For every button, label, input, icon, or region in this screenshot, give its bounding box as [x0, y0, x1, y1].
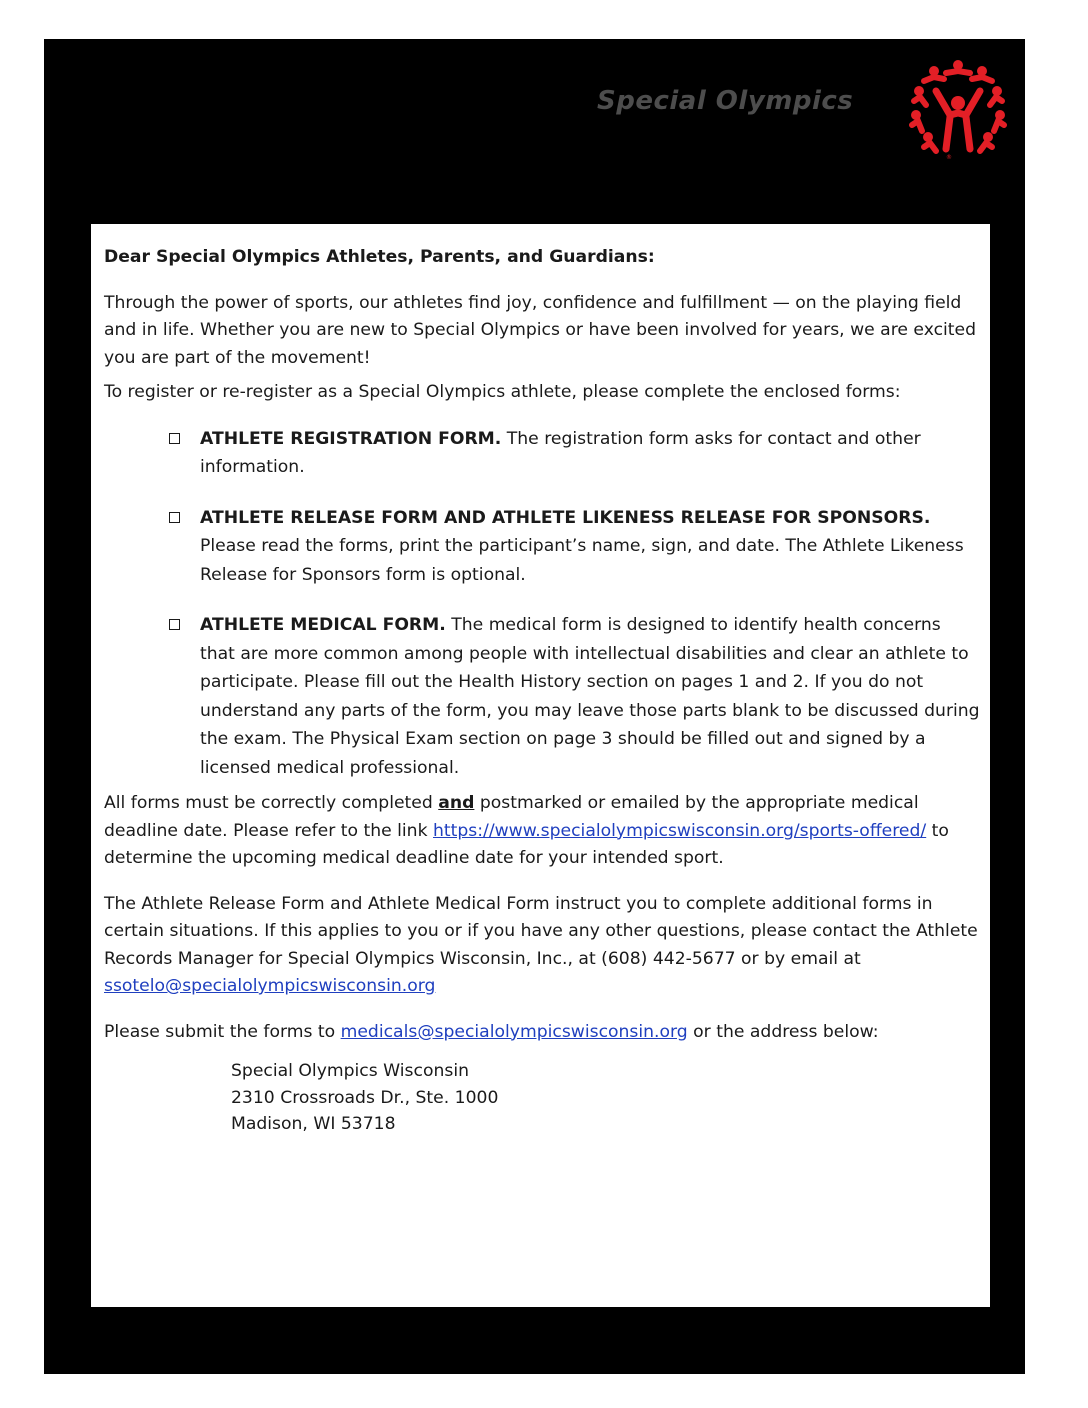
forms-checklist [169, 425, 980, 783]
mailing-address [231, 1058, 980, 1138]
letter-body [104, 244, 980, 1138]
deadline-emphasis: and [438, 793, 475, 813]
form-description: Please read the forms, print the participant’s name, sign, and date. The Athlete Likeness Release for Sponsors form is optional. [200, 536, 964, 585]
sports-offered-link[interactable]: https://www.specialolympicswisconsin.org/sports-offered/ [433, 820, 927, 841]
form-title: ATHLETE RELEASE FORM AND ATHLETE LIKENESS RELEASE FOR SPONSORS. [200, 507, 931, 528]
checklist-item-medical [169, 611, 980, 782]
contact-paragraph [104, 891, 980, 1001]
checkbox-icon[interactable] [169, 619, 180, 630]
contact-email-link[interactable]: ssotelo@specialolympicswisconsin.org [104, 976, 436, 996]
letter-card [91, 224, 990, 1307]
checkbox-icon[interactable] [169, 512, 180, 523]
salutation: Dear Special Olympics Athletes, Parents, and Guardians: [104, 247, 655, 267]
address-line: Madison, WI 53718 [231, 1114, 396, 1134]
address-line: 2310 Crossroads Dr., Ste. 1000 [231, 1087, 499, 1108]
medicals-email-link[interactable]: medicals@specialolympicswisconsin.org [340, 1021, 688, 1042]
intro-paragraph: Through the power of sports, our athletes find joy, confidence and fulfillment — on the playing field and in life. Whether you are new to Special Olympics or have been involved for years, we are excited you are part of the movement! [104, 292, 977, 368]
brand-wordmark: Special Olympics [597, 86, 854, 116]
deadline-text: postmarked or emailed by the appropriate medical deadline date. Please refer to the link [104, 793, 919, 841]
form-title: ATHLETE MEDICAL FORM. [200, 615, 446, 635]
checklist-item-registration [169, 425, 980, 482]
register-prompt: To register or re-register as a Special Olympics athlete, please complete the enclosed forms: [104, 382, 901, 402]
submit-paragraph [104, 1019, 980, 1047]
checkbox-icon[interactable] [169, 433, 180, 444]
special-olympics-figures-logo-icon [906, 55, 1010, 163]
address-line: Special Olympics Wisconsin [231, 1061, 469, 1081]
deadline-text: to determine the upcoming medical deadline date for your intended sport. [104, 820, 949, 868]
deadline-paragraph [104, 790, 980, 873]
form-title: ATHLETE REGISTRATION FORM. [200, 428, 502, 449]
submit-text: or the address below: [687, 1021, 879, 1042]
submit-text: Please submit the forms to [104, 1021, 341, 1042]
form-description: The medical form is designed to identify health concerns that are more common among people with intellectual disabilities and clear an athlete to participate. Please fill out the Health History section on pages 1 and 2. If you do not understand any parts of the form, you may leave those parts blank to be discussed during the exam. The Physical Exam section on page 3 should be filled out and signed by a licensed medical professional. [200, 615, 980, 778]
deadline-text: All forms must be correctly completed [104, 793, 439, 813]
svg-text:®: ® [946, 154, 952, 161]
checklist-item-release [169, 504, 980, 590]
form-description: The registration form asks for contact and other information. [200, 428, 921, 477]
contact-text: The Athlete Release Form and Athlete Medical Form instruct you to complete additional forms in certain situations. If this applies to you or if you have any other questions, please contact the Athlete Records Manager for Special Olympics Wisconsin, Inc., at (608) 442-5677 or by email at [104, 893, 978, 969]
